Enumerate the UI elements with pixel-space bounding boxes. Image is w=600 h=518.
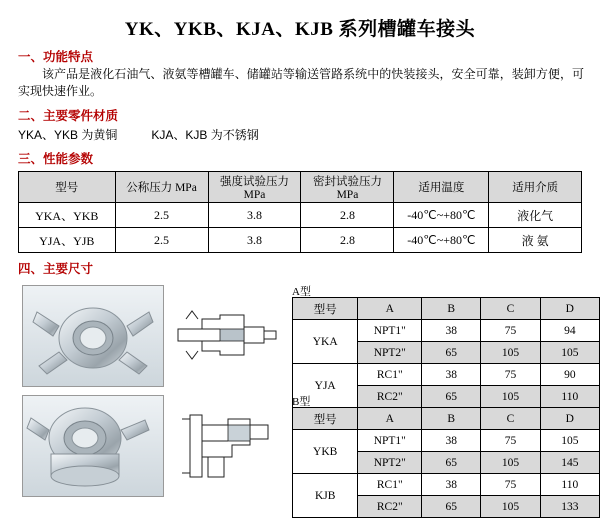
cell-c: 105 [481,342,540,364]
cell-c: 75 [481,430,540,452]
cell-b: 65 [422,496,481,518]
table-header-row [293,408,600,430]
cell-b: 65 [422,452,481,474]
cell-nominal: 2.5 [115,203,208,228]
table-row [293,320,600,342]
material-steel: KJA、KJB 为不锈钢 [151,128,259,142]
cell-model: YKB [293,430,358,474]
cell-a: RC2" [358,386,422,408]
cell-strength: 3.8 [208,203,301,228]
col-medium: 适用介质 [489,172,582,203]
cell-d: 105 [540,430,599,452]
cell-c: 75 [481,474,540,496]
cell-a: RC2" [358,496,422,518]
cell-a: RC1" [358,364,422,386]
cell-model: YKA、YKB [19,203,116,228]
section-heading-features: 一、功能特点 [18,50,94,64]
cell-a: NPT1" [358,320,422,342]
cell-b: 65 [422,342,481,364]
cell-temp: -40℃~+80℃ [394,203,489,228]
dimension-table-a [292,297,600,408]
col-a: A [358,298,422,320]
label-type-b: B型 [292,396,311,408]
cell-b: 65 [422,386,481,408]
cell-d: 105 [540,342,599,364]
col-temperature: 适用温度 [394,172,489,203]
col-b: B [422,408,481,430]
col-model: 型号 [293,408,358,430]
cell-c: 105 [481,452,540,474]
table-header-row [293,298,600,320]
col-c: C [481,408,540,430]
cell-d: 145 [540,452,599,474]
photo-type-a [22,285,164,387]
cell-b: 38 [422,474,481,496]
cell-seal: 2.8 [301,203,394,228]
col-d: D [540,408,599,430]
cell-b: 38 [422,430,481,452]
performance-table [18,171,582,253]
cell-nominal: 2.5 [115,228,208,253]
cell-d: 110 [540,386,599,408]
section-heading-dimensions: 四、主要尺寸 [18,262,94,276]
cell-model: YKA [293,320,358,364]
table-row [293,430,600,452]
cell-d: 110 [540,474,599,496]
cell-model: KJB [293,474,358,518]
col-seal-pressure: 密封试验压力 MPa [301,172,394,203]
cell-c: 105 [481,386,540,408]
cell-c: 75 [481,364,540,386]
cell-a: NPT2" [358,342,422,364]
cell-d: 94 [540,320,599,342]
cell-d: 133 [540,496,599,518]
page-title: YK、YKB、KJA、KJB 系列槽罐车接头 [124,19,476,40]
col-model: 型号 [19,172,116,203]
cell-a: NPT1" [358,430,422,452]
cell-seal: 2.8 [301,228,394,253]
table-row [19,228,582,253]
table-row [293,474,600,496]
cell-medium: 液 氨 [489,228,582,253]
features-paragraph: 该产品是液化石油气、液氨等槽罐车、储罐站等输送管路系统中的快装接头，安全可靠，装卸方便，可实现快速作业。 [18,67,584,98]
cell-c: 105 [481,496,540,518]
col-a: A [358,408,422,430]
drawing-type-a [172,285,282,385]
table-header-row [19,172,582,203]
cell-temp: -40℃~+80℃ [394,228,489,253]
cell-medium: 液化气 [489,203,582,228]
material-brass: YKA、YKB 为黄铜 [18,128,118,142]
cell-b: 38 [422,320,481,342]
col-b: B [422,298,481,320]
dimension-table-b [292,407,600,518]
table-row [19,203,582,228]
col-c: C [481,298,540,320]
photo-type-b [22,395,164,497]
label-type-a: A型 [292,286,311,298]
section-heading-performance: 三、性能参数 [18,152,94,166]
table-row [293,364,600,386]
cell-model: YJA [293,364,358,408]
cell-a: RC1" [358,474,422,496]
col-d: D [540,298,599,320]
cell-model: YJA、YJB [19,228,116,253]
cell-strength: 3.8 [208,228,301,253]
cell-d: 90 [540,364,599,386]
col-model: 型号 [293,298,358,320]
section-heading-material: 二、主要零件材质 [18,109,119,123]
cell-c: 75 [481,320,540,342]
material-line [18,126,600,143]
drawing-type-b [172,395,282,495]
cell-a: NPT2" [358,452,422,474]
cell-b: 38 [422,364,481,386]
col-strength-pressure: 强度试验压力 MPa [208,172,301,203]
col-nominal-pressure: 公称压力 MPa [115,172,208,203]
